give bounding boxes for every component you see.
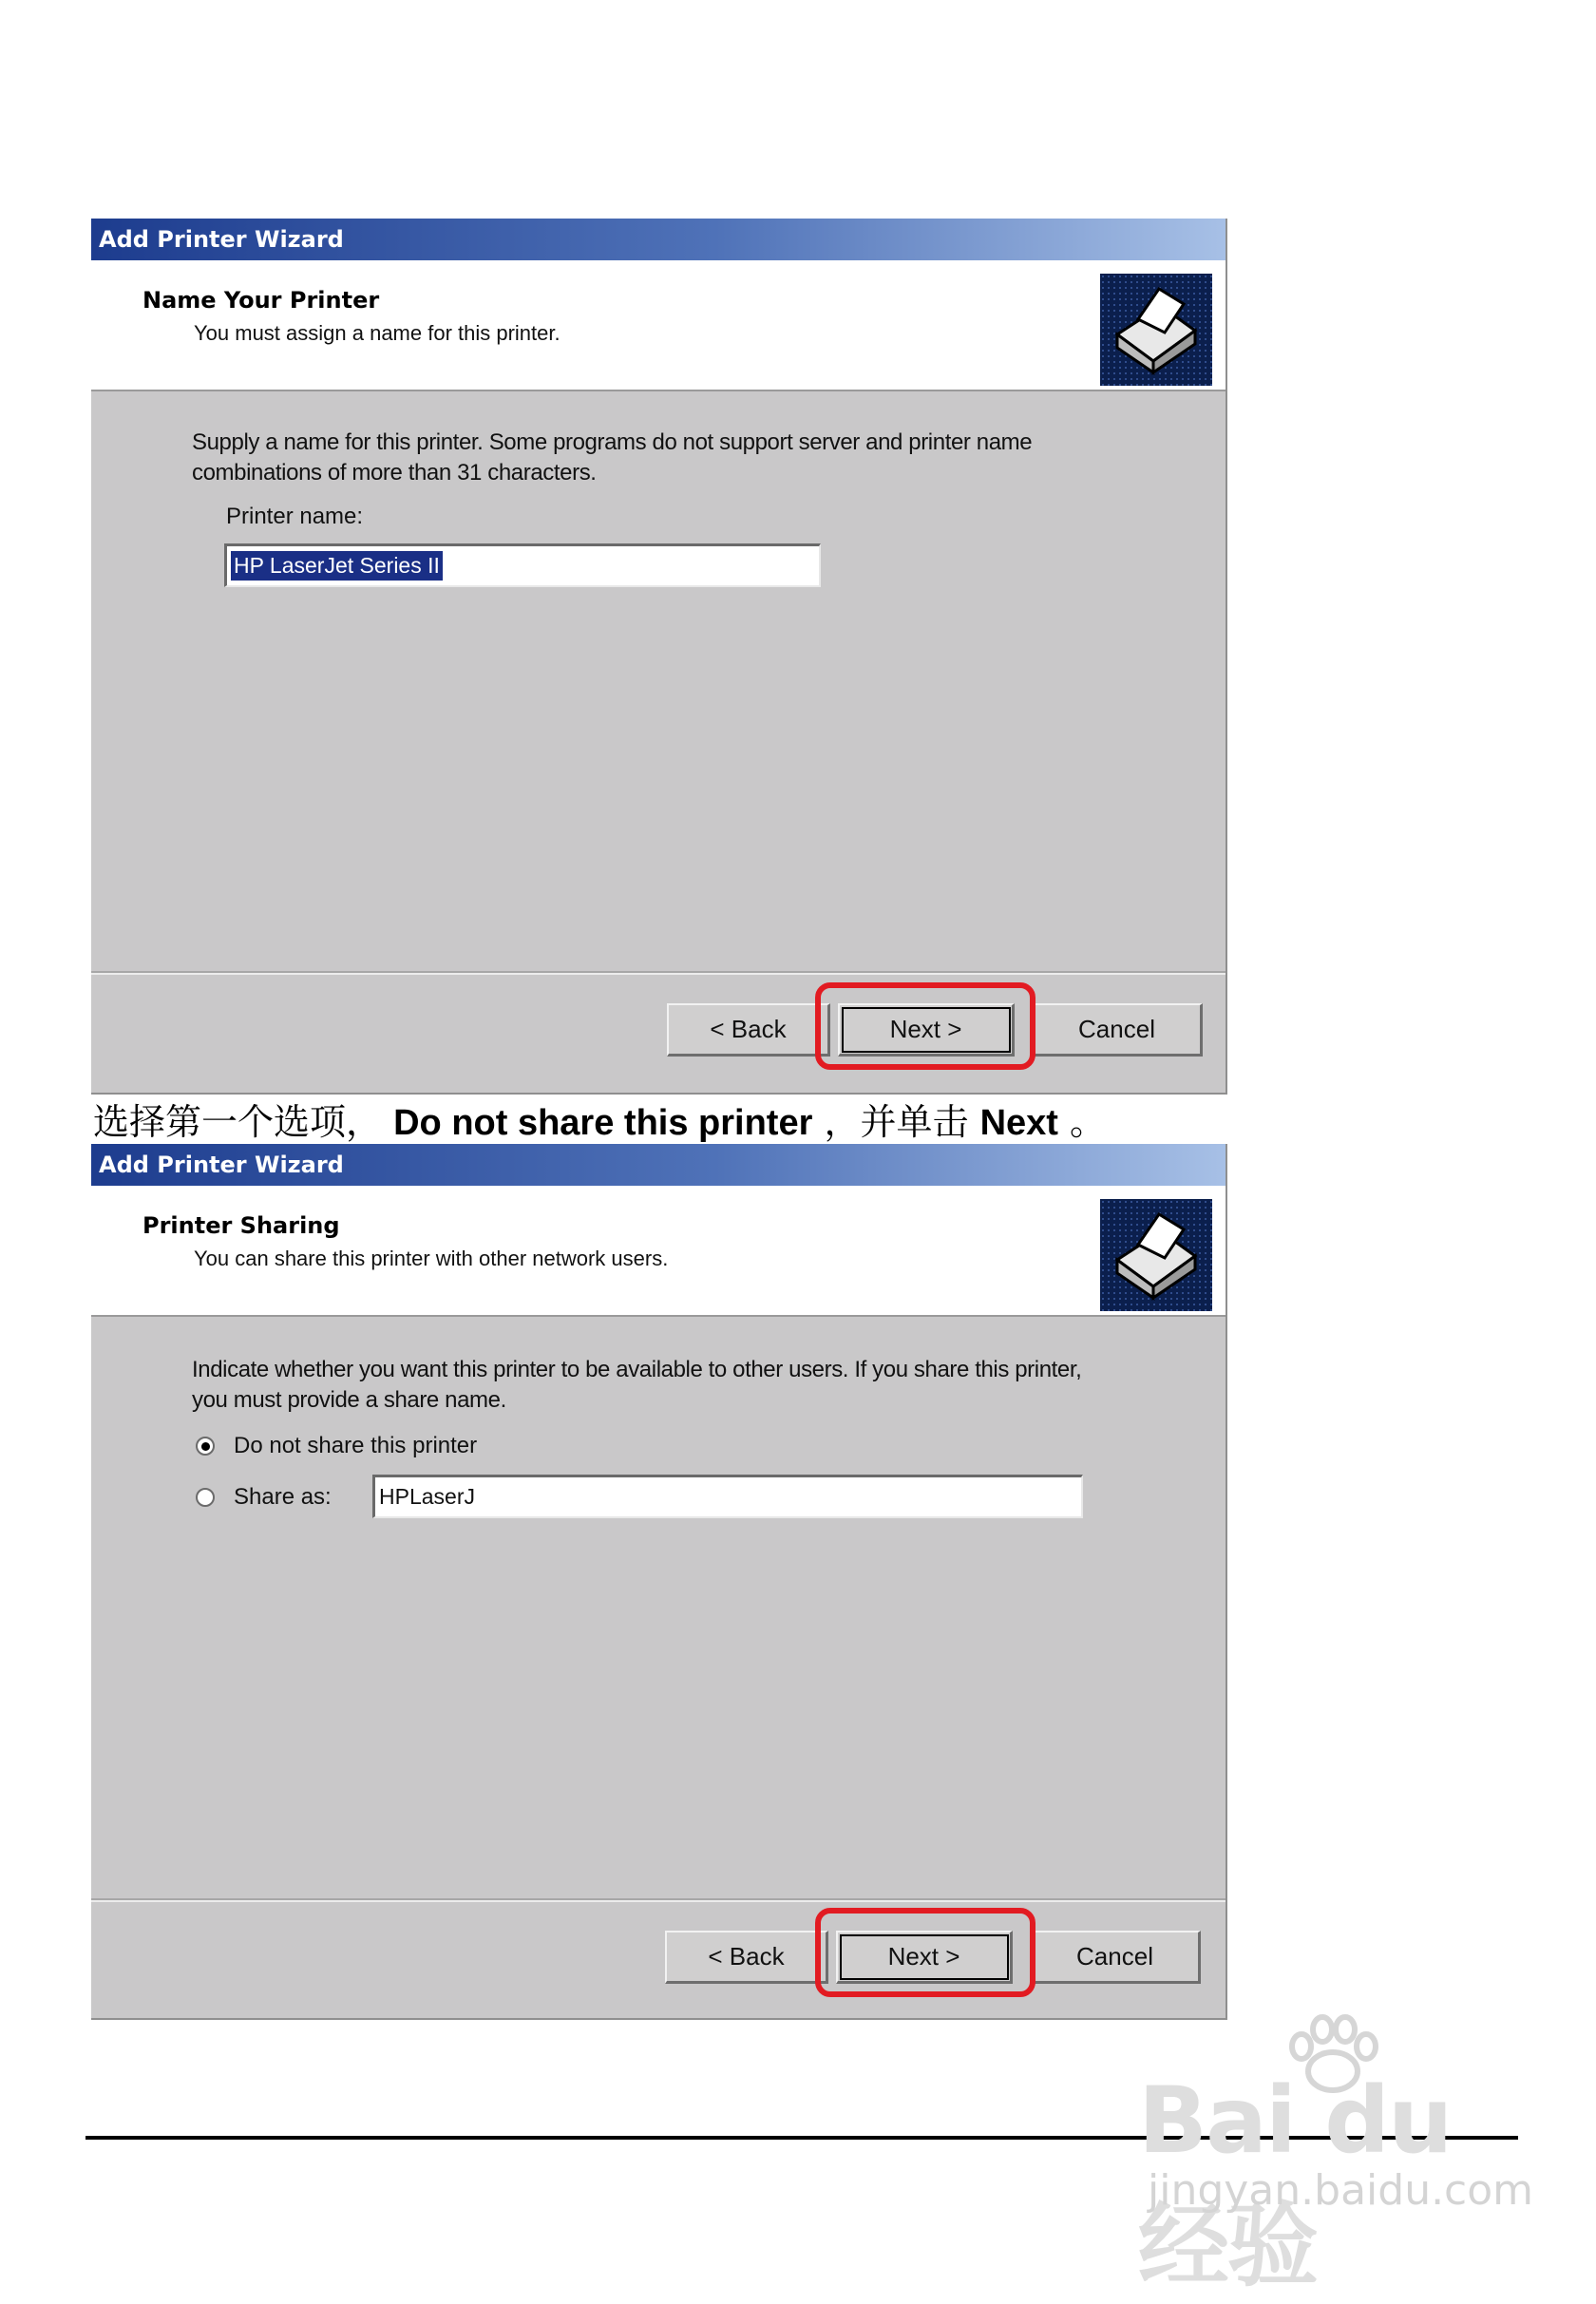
wizard-header — [91, 260, 1226, 391]
window-title-bar — [91, 219, 1226, 260]
header-subtitle: You must assign a name for this printer. — [194, 321, 560, 345]
printer-name-value: HP LaserJet Series II — [231, 551, 443, 581]
printer-name-input[interactable] — [224, 543, 821, 587]
description-text: Supply a name for this printer. Some programs do not support server and printer name combinations of more than 31 characters. — [192, 429, 1033, 486]
next-button-highlight — [815, 982, 1036, 1070]
next-button[interactable]: Next > — [836, 1931, 1013, 1984]
radio-do-not-share-label: Do not share this printer — [234, 1433, 478, 1458]
radio-do-not-share[interactable] — [196, 1433, 477, 1459]
add-printer-wizard-sharing-dialog — [91, 1144, 1227, 2020]
share-name-value: HPLaserJ — [379, 1484, 475, 1509]
radio-selected-icon[interactable] — [196, 1437, 215, 1456]
add-printer-wizard-name-dialog — [91, 219, 1227, 1095]
window-title: Add Printer Wizard — [99, 226, 344, 253]
button-separator — [91, 971, 1226, 975]
caption-option: Do not share this printer — [393, 1103, 813, 1143]
back-button[interactable]: < Back — [665, 1931, 828, 1984]
cancel-button[interactable]: Cancel — [1030, 1931, 1201, 1984]
radio-share-as-label: Share as: — [234, 1484, 332, 1510]
radio-share-as[interactable] — [196, 1484, 332, 1511]
printer-name-label — [226, 504, 363, 530]
printer-icon — [1100, 1199, 1212, 1311]
baidu-jingyan-watermark — [1138, 2014, 1537, 2299]
cancel-button[interactable]: Cancel — [1032, 1003, 1203, 1057]
header-title: Name Your Printer — [142, 287, 380, 314]
radio-unselected-icon[interactable] — [196, 1488, 215, 1507]
back-button[interactable]: < Back — [667, 1003, 830, 1057]
watermark-url: jingyan.baidu.com — [1148, 2166, 1534, 2215]
window-title: Add Printer Wizard — [99, 1152, 344, 1178]
share-name-input[interactable] — [372, 1475, 1083, 1518]
caption-action: Next — [979, 1103, 1058, 1143]
button-separator — [91, 1898, 1226, 1902]
printer-name-label-text: Printer name: — [226, 504, 364, 529]
window-title-bar — [91, 1144, 1226, 1186]
printer-icon — [1100, 274, 1212, 386]
instruction-caption — [93, 1093, 1106, 1145]
caption-prefix: 选择第一个选项， — [93, 1101, 383, 1143]
caption-suffix: 。 — [1070, 1101, 1107, 1143]
watermark-logo: Bai du 经验 — [1138, 2067, 1452, 2299]
next-button-highlight — [815, 1908, 1036, 1997]
header-title: Printer Sharing — [142, 1212, 340, 1239]
caption-middle: ，并单击 — [824, 1101, 980, 1143]
description-text: Indicate whether you want this printer to be available to other users. If you share this printer, you must provide a share name. — [192, 1357, 1082, 1413]
header-subtitle: You can share this printer with other network users. — [194, 1247, 669, 1270]
wizard-body — [91, 391, 1226, 1093]
wizard-body — [91, 1317, 1226, 2018]
next-button[interactable]: Next > — [838, 1003, 1015, 1057]
wizard-header — [91, 1186, 1226, 1317]
